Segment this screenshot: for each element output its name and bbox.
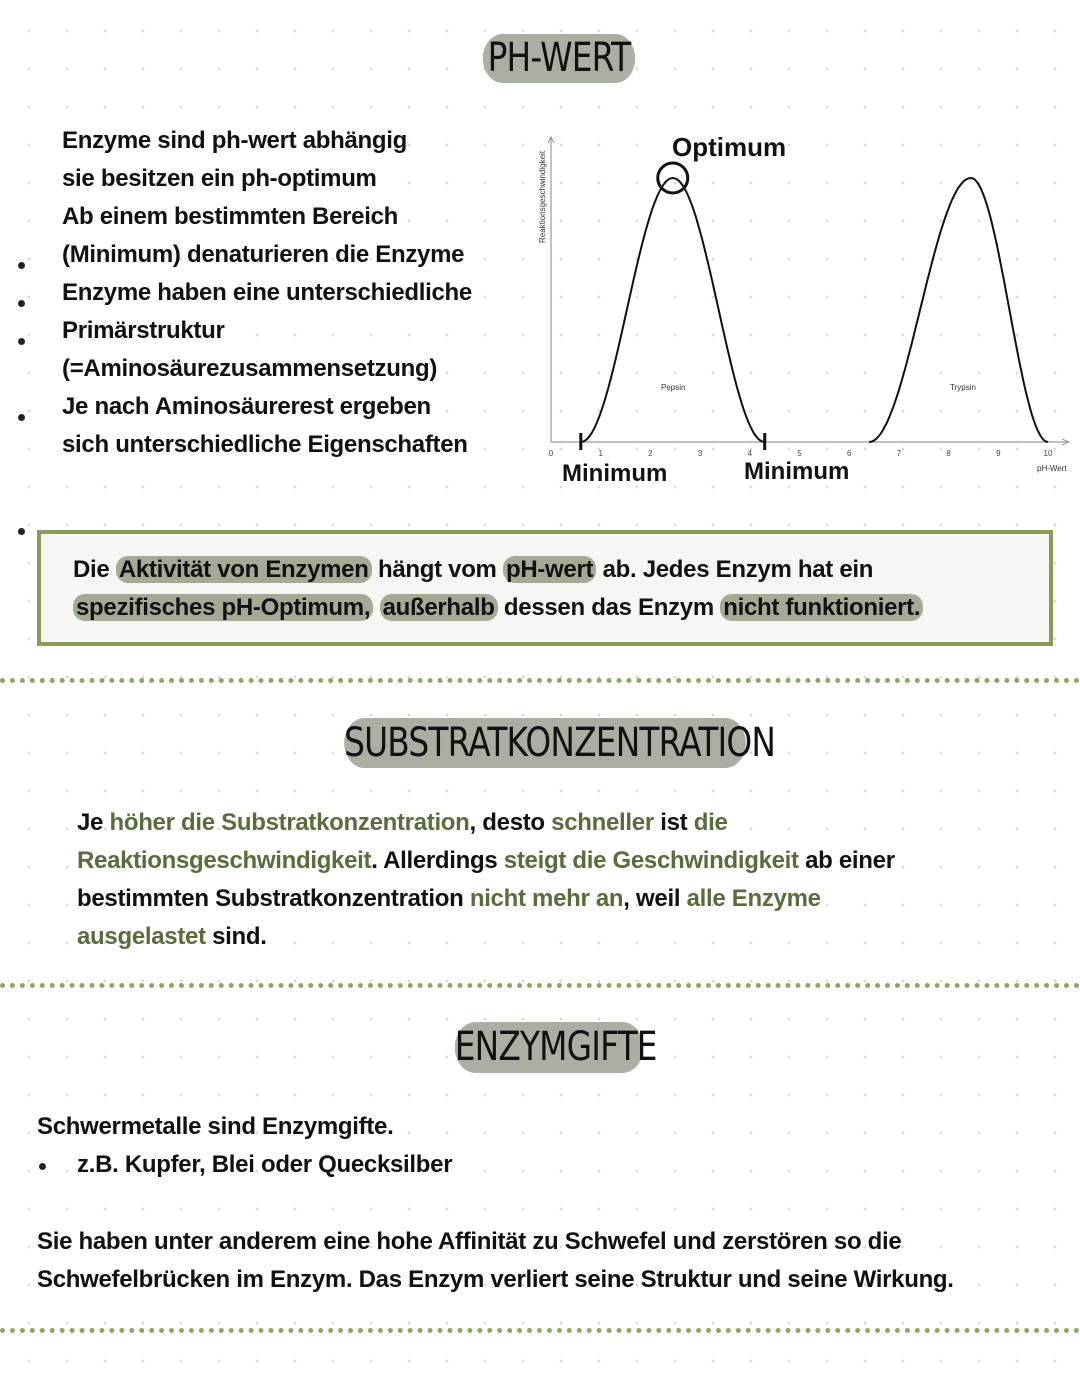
series-line-pepsin bbox=[581, 178, 765, 442]
gifte-line-3: Sie haben unter anderem eine hohe Affinität zu Schwefel und zerstören so die bbox=[37, 1228, 902, 1255]
x-tick-label: 4 bbox=[747, 449, 753, 458]
text: . Allerdings bbox=[371, 847, 504, 874]
x-tick-label: 2 bbox=[648, 449, 653, 458]
substrat-line-1 bbox=[77, 804, 728, 842]
green-text: Reaktionsgeschwindigkeit bbox=[77, 847, 372, 874]
x-tick-label: 9 bbox=[996, 449, 1001, 458]
list-item: Je nach Aminosäurerest ergeben bbox=[62, 393, 431, 420]
gifte-line-1: Schwermetalle sind Enzymgifte. bbox=[37, 1113, 394, 1140]
minimum-annotation-right: Minimum bbox=[744, 458, 850, 485]
section-title-ph-wert: PH-WERT bbox=[483, 34, 636, 83]
green-text: steigt die Geschwindigkeit bbox=[503, 847, 799, 874]
x-tick-label: 5 bbox=[797, 449, 802, 458]
x-tick-label: 6 bbox=[846, 449, 852, 458]
green-text: höher die Substratkonzentration bbox=[109, 809, 470, 836]
x-tick-label: 7 bbox=[896, 449, 902, 458]
list-item: z.B. Kupfer, Blei oder Quecksilber bbox=[77, 1151, 453, 1178]
text bbox=[373, 594, 379, 621]
green-text: alle Enzyme bbox=[686, 885, 821, 912]
highlight: außerhalb bbox=[380, 594, 498, 621]
x-tick-label: 1 bbox=[598, 449, 603, 458]
section-title-substratkonzentration: SUBSTRATKONZENTRATION bbox=[344, 720, 776, 766]
highlight: spezifisches pH-Optimum, bbox=[73, 594, 373, 621]
list-item: sich unterschiedliche Eigenschaften bbox=[62, 431, 468, 458]
series-label-trypsin: Trypsin bbox=[950, 383, 976, 392]
text: , desto bbox=[469, 809, 552, 836]
substrat-line-2 bbox=[77, 842, 895, 880]
section-divider bbox=[0, 1328, 1080, 1333]
list-item: Enzyme sind ph-wert abhängig bbox=[62, 127, 407, 154]
ph-chart bbox=[0, 0, 1080, 500]
list-item: Ab einem bestimmten Bereich bbox=[62, 203, 398, 230]
list-item: Enzyme haben eine unterschiedliche bbox=[62, 279, 472, 306]
highlight: nicht funktioniert. bbox=[720, 594, 923, 621]
list-item: Primärstruktur bbox=[62, 317, 225, 344]
green-text: die bbox=[693, 809, 728, 836]
text: ab einer bbox=[798, 847, 895, 874]
text: dessen das Enzym bbox=[497, 594, 721, 621]
section-divider bbox=[0, 678, 1080, 683]
x-tick-label: 3 bbox=[697, 449, 703, 458]
bullet-icon bbox=[39, 1163, 46, 1170]
green-text: schneller bbox=[551, 809, 654, 836]
x-tick-label: 0 bbox=[548, 449, 554, 458]
green-text: nicht mehr an bbox=[469, 885, 624, 912]
minimum-annotation-left: Minimum bbox=[562, 460, 668, 487]
list-item: (=Aminosäurezusammensetzung) bbox=[62, 355, 438, 382]
highlight: pH-wert bbox=[503, 556, 596, 583]
text: bestimmten Substratkonzentration bbox=[77, 885, 470, 912]
section-title-enzymgifte: ENZYMGIFTE bbox=[455, 1022, 644, 1073]
text: Die bbox=[73, 556, 116, 583]
substrat-line-3 bbox=[77, 880, 821, 918]
text: sind. bbox=[205, 923, 267, 950]
summary-line-2 bbox=[73, 589, 923, 627]
summary-box bbox=[37, 530, 1053, 646]
optimum-annotation: Optimum bbox=[672, 132, 787, 162]
x-tick-label: 10 bbox=[1043, 449, 1053, 458]
text: ab. Jedes Enzym hat ein bbox=[596, 556, 874, 583]
series-line-trypsin bbox=[869, 178, 1048, 442]
text: ist bbox=[653, 809, 694, 836]
summary-line-1 bbox=[73, 551, 873, 589]
bullet-icon bbox=[18, 528, 25, 535]
x-tick-label: 8 bbox=[946, 449, 951, 458]
text: hängt vom bbox=[371, 556, 503, 583]
section-divider bbox=[0, 983, 1080, 988]
y-axis-label: Reaktionsgeschwindigkeit bbox=[538, 150, 547, 243]
substrat-line-4 bbox=[77, 918, 267, 956]
text: Je bbox=[77, 809, 110, 836]
series-label-pepsin: Pepsin bbox=[661, 383, 686, 392]
list-item: (Minimum) denaturieren die Enzyme bbox=[62, 241, 465, 268]
text: , weil bbox=[623, 885, 687, 912]
highlight: Aktivität von Enzymen bbox=[116, 556, 372, 583]
x-axis-label: pH-Wert bbox=[1037, 464, 1067, 473]
gifte-line-4: Schwefelbrücken im Enzym. Das Enzym verliert seine Struktur und seine Wirkung. bbox=[37, 1266, 954, 1293]
green-text: ausgelastet bbox=[77, 923, 206, 950]
list-item: sie besitzen ein ph-optimum bbox=[62, 165, 377, 192]
